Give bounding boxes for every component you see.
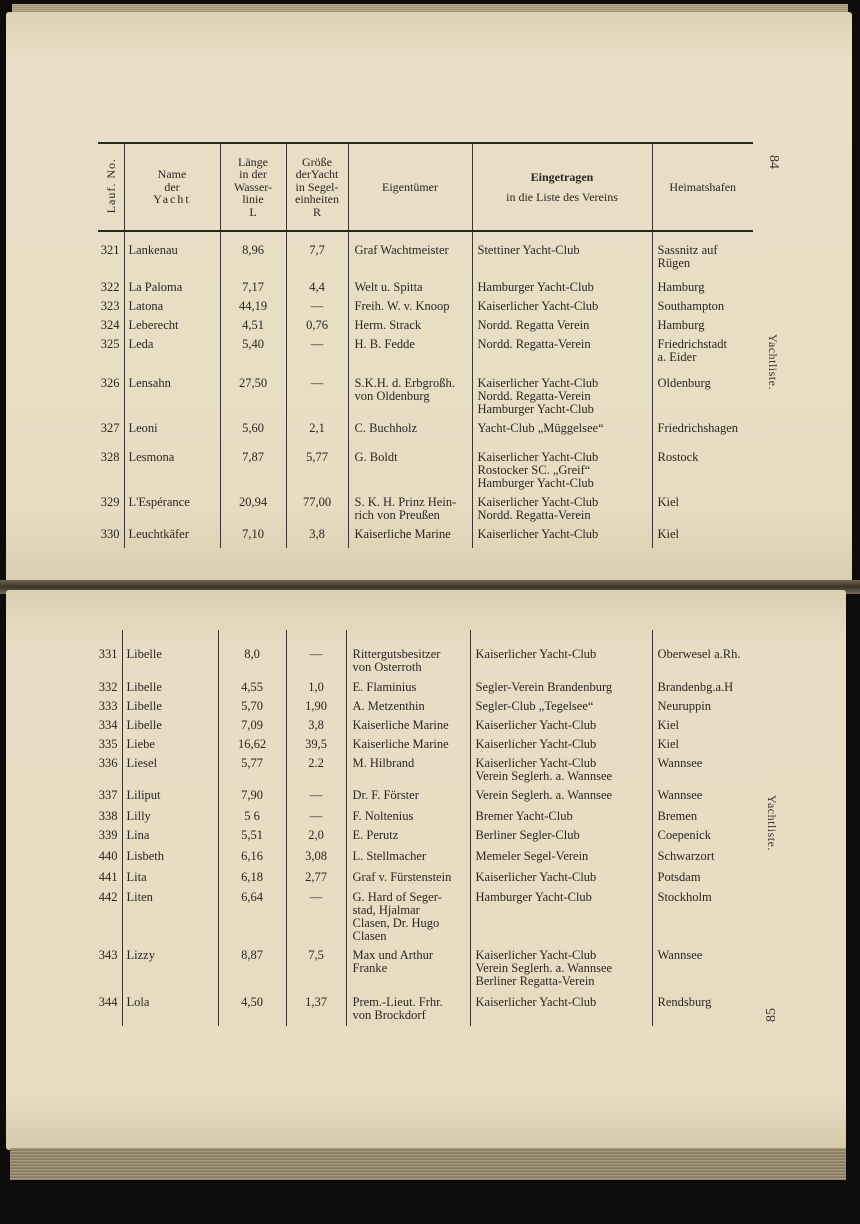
lauf-no: 324	[100, 318, 120, 332]
clubs-line: Berliner Regatta-Verein	[475, 974, 595, 988]
clubs-line: Kaiserlicher Yacht-Club	[475, 718, 597, 732]
yacht-table-top	[98, 142, 753, 548]
groesse-r: —	[286, 332, 348, 371]
owner-line: G. Hard of Seger-	[352, 890, 442, 904]
heimatshafen-cell	[652, 675, 754, 694]
table-row	[98, 275, 753, 294]
home-line: Neuruppin	[657, 699, 711, 713]
heimatshafen-cell	[652, 844, 754, 865]
eigentuemer-cell	[348, 522, 472, 548]
laenge-l: 5,60	[220, 416, 286, 445]
clubs-line: Nordd. Regatta Verein	[477, 318, 590, 332]
clubs-line: Verein Seglerh. a. Wannsee	[475, 788, 613, 802]
owner-line: Herm. Strack	[354, 318, 422, 332]
eigentuemer-cell	[346, 804, 470, 823]
laenge-l: 5,40	[220, 332, 286, 371]
lauf-no: 325	[100, 337, 120, 351]
laenge-l: 44,19	[220, 294, 286, 313]
table-row	[92, 885, 754, 943]
laenge-l: 7,90	[218, 783, 286, 804]
yacht-name: Liesel	[122, 751, 218, 783]
home-line: Oberwesel a.Rh.	[657, 647, 741, 661]
owner-line: Prem.-Lieut. Frhr.	[352, 995, 443, 1009]
owner-line: Kaiserliche Marine	[352, 737, 449, 751]
side-label: Yachtliste.	[765, 795, 779, 851]
side-label: Yachtliste.	[766, 334, 780, 390]
clubs-line: Kaiserlicher Yacht-Club	[475, 756, 597, 770]
clubs-line: Segler-Verein Brandenburg	[475, 680, 613, 694]
clubs-line: Berliner Segler-Club	[475, 828, 580, 842]
yacht-name: Liten	[122, 885, 218, 943]
laenge-l: 7,10	[220, 522, 286, 548]
verein-cell	[472, 490, 652, 522]
heimatshafen-cell	[652, 522, 753, 548]
clubs-line: Nordd. Regatta-Verein	[477, 389, 591, 403]
lauf-no: 339	[98, 828, 118, 842]
owner-line: F. Noltenius	[352, 809, 414, 823]
verein-cell	[470, 865, 652, 885]
clubs-line: Kaiserlicher Yacht-Club	[477, 376, 599, 390]
groesse-r: 4,4	[286, 275, 348, 294]
home-line: Wannsee	[657, 756, 703, 770]
yacht-name: Lisbeth	[122, 844, 218, 865]
table-row	[98, 522, 753, 548]
groesse-r: 2,77	[286, 865, 346, 885]
owner-line: rich von Preußen	[354, 508, 440, 522]
verein-cell	[470, 885, 652, 943]
table-row	[92, 844, 754, 865]
heimatshafen-cell	[652, 943, 754, 990]
clubs-line: Verein Seglerh. a. Wannsee	[475, 961, 613, 975]
clubs-line: Kaiserlicher Yacht-Club	[475, 870, 597, 884]
groesse-r: 7,5	[286, 943, 346, 990]
lauf-no: 337	[98, 788, 118, 802]
laenge-l: 8,96	[220, 231, 286, 275]
table-row	[92, 732, 754, 751]
clubs-line: Kaiserlicher Yacht-Club	[477, 450, 599, 464]
laenge-l: 6,16	[218, 844, 286, 865]
clubs-line: Kaiserlicher Yacht-Club	[475, 995, 597, 1009]
header-groesse: Größe derYacht in Segel- einheiten R	[286, 143, 348, 231]
eigentuemer-cell	[346, 783, 470, 804]
owner-line: M. Hilbrand	[352, 756, 415, 770]
clubs-line: Nordd. Regatta-Verein	[477, 337, 591, 351]
laenge-l: 16,62	[218, 732, 286, 751]
verein-cell	[472, 371, 652, 416]
yacht-name: Liliput	[122, 783, 218, 804]
lauf-no: 442	[98, 890, 118, 904]
laenge-l: 5,51	[218, 823, 286, 844]
table-row	[92, 943, 754, 990]
lauf-no: 440	[98, 849, 118, 863]
yacht-name: Latona	[124, 294, 220, 313]
clubs-line: Hamburger Yacht-Club	[477, 280, 594, 294]
heimatshafen-cell	[652, 732, 754, 751]
home-line: Bremen	[657, 809, 698, 823]
yacht-name: Libelle	[122, 713, 218, 732]
laenge-l: 27,50	[220, 371, 286, 416]
owner-line: C. Buchholz	[354, 421, 417, 435]
lauf-no: 330	[100, 527, 120, 541]
table-row	[92, 694, 754, 713]
lauf-no: 323	[100, 299, 120, 313]
clubs-line: Kaiserlicher Yacht-Club	[477, 495, 599, 509]
yacht-name: Leda	[124, 332, 220, 371]
lauf-no: 329	[100, 495, 120, 509]
verein-cell	[470, 694, 652, 713]
eigentuemer-cell	[346, 713, 470, 732]
laenge-l: 5,77	[218, 751, 286, 783]
home-line: Kiel	[657, 495, 680, 509]
table-row	[92, 675, 754, 694]
yacht-name: L'Espérance	[124, 490, 220, 522]
laenge-l: 7,17	[220, 275, 286, 294]
yacht-name: Lankenau	[124, 231, 220, 275]
yacht-name: Libelle	[122, 694, 218, 713]
lauf-no: 336	[98, 756, 118, 770]
eigentuemer-cell	[346, 990, 470, 1026]
owner-line: Kaiserliche Marine	[354, 527, 451, 541]
table-row	[98, 231, 753, 275]
groesse-r: 77,00	[286, 490, 348, 522]
home-line: Wannsee	[657, 788, 703, 802]
verein-cell	[472, 332, 652, 371]
clubs-line: Kaiserlicher Yacht-Club	[475, 737, 597, 751]
eigentuemer-cell	[348, 275, 472, 294]
yacht-name: Libelle	[122, 630, 218, 675]
owner-line: Max und Arthur	[352, 948, 434, 962]
yacht-name: Liebe	[122, 732, 218, 751]
groesse-r: —	[286, 783, 346, 804]
home-line: Coepenick	[657, 828, 711, 842]
groesse-r: —	[286, 885, 346, 943]
heimatshafen-cell	[652, 630, 754, 675]
groesse-r: 1,90	[286, 694, 346, 713]
clubs-line: Hamburger Yacht-Club	[475, 890, 592, 904]
yacht-name: Lensahn	[124, 371, 220, 416]
clubs-line: Kaiserlicher Yacht-Club	[477, 527, 599, 541]
groesse-r: —	[286, 630, 346, 675]
eigentuemer-cell	[348, 231, 472, 275]
table-row	[92, 751, 754, 783]
home-line: Sassnitz auf	[657, 243, 718, 257]
yacht-name: Lilly	[122, 804, 218, 823]
yacht-name: La Paloma	[124, 275, 220, 294]
heimatshafen-cell	[652, 885, 754, 943]
lauf-no: 334	[98, 718, 118, 732]
owner-line: Graf v. Fürstenstein	[352, 870, 452, 884]
table-row	[92, 865, 754, 885]
eigentuemer-cell	[346, 885, 470, 943]
eigentuemer-cell	[348, 332, 472, 371]
owner-line: Freih. W. v. Knoop	[354, 299, 450, 313]
verein-cell	[472, 313, 652, 332]
lauf-no: 338	[98, 809, 118, 823]
verein-cell	[470, 732, 652, 751]
laenge-l: 7,09	[218, 713, 286, 732]
heimatshafen-cell	[652, 371, 753, 416]
clubs-line: Bremer Yacht-Club	[475, 809, 573, 823]
home-line: Brandenbg.a.H	[657, 680, 734, 694]
groesse-r: 1,37	[286, 990, 346, 1026]
home-line: Kiel	[657, 737, 680, 751]
home-line: Hamburg	[657, 280, 705, 294]
clubs-line: Hamburger Yacht-Club	[477, 402, 594, 416]
verein-cell	[470, 943, 652, 990]
owner-line: E. Perutz	[352, 828, 399, 842]
verein-cell	[472, 445, 652, 490]
verein-cell	[472, 416, 652, 445]
table-row	[98, 416, 753, 445]
yacht-name: Lina	[122, 823, 218, 844]
home-line: a. Eider	[657, 350, 697, 364]
home-line: Potsdam	[657, 870, 701, 884]
yacht-name: Leoni	[124, 416, 220, 445]
groesse-r: 1,0	[286, 675, 346, 694]
owner-line: Clasen	[352, 929, 387, 943]
home-line: Wannsee	[657, 948, 703, 962]
laenge-l: 20,94	[220, 490, 286, 522]
table-row	[98, 294, 753, 313]
header-name: Name der Yacht	[124, 143, 220, 231]
home-line: Kiel	[657, 718, 680, 732]
laenge-l: 6,18	[218, 865, 286, 885]
heimatshafen-cell	[652, 990, 754, 1026]
owner-line: L. Stellmacher	[352, 849, 427, 863]
heimatshafen-cell	[652, 416, 753, 445]
clubs-line: Kaiserlicher Yacht-Club	[477, 299, 599, 313]
home-line: Oldenburg	[657, 376, 711, 390]
heimatshafen-cell	[652, 694, 754, 713]
eigentuemer-cell	[346, 751, 470, 783]
clubs-line: Rostocker SC. „Greif“	[477, 463, 591, 477]
groesse-r: 2,0	[286, 823, 346, 844]
yacht-name: Libelle	[122, 675, 218, 694]
verein-cell	[472, 231, 652, 275]
eigentuemer-cell	[346, 630, 470, 675]
clubs-line: Yacht-Club „Müggelsee“	[477, 421, 604, 435]
lauf-no: 335	[98, 737, 118, 751]
table-row	[92, 783, 754, 804]
heimatshafen-cell	[652, 313, 753, 332]
table-row	[98, 313, 753, 332]
heimatshafen-cell	[652, 713, 754, 732]
table-row	[92, 713, 754, 732]
lauf-no: 332	[98, 680, 118, 694]
clubs-line: Nordd. Regatta-Verein	[477, 508, 591, 522]
yacht-name: Lita	[122, 865, 218, 885]
owner-line: von Oldenburg	[354, 389, 430, 403]
laenge-l: 4,51	[220, 313, 286, 332]
eigentuemer-cell	[348, 416, 472, 445]
lauf-no: 326	[100, 376, 120, 390]
owner-line: Franke	[352, 961, 388, 975]
heimatshafen-cell	[652, 490, 753, 522]
heimatshafen-cell	[652, 865, 754, 885]
lauf-no: 343	[98, 948, 118, 962]
groesse-r: 39,5	[286, 732, 346, 751]
yacht-name: Leberecht	[124, 313, 220, 332]
lauf-no: 344	[98, 995, 118, 1009]
clubs-line: Kaiserlicher Yacht-Club	[475, 948, 597, 962]
laenge-l: 4,50	[218, 990, 286, 1026]
groesse-r: —	[286, 804, 346, 823]
clubs-line: Stettiner Yacht-Club	[477, 243, 580, 257]
heimatshafen-cell	[652, 804, 754, 823]
clubs-line: Hamburger Yacht-Club	[477, 476, 594, 490]
heimatshafen-cell	[652, 275, 753, 294]
eigentuemer-cell	[346, 865, 470, 885]
clubs-line: Memeler Segel-Verein	[475, 849, 589, 863]
header-eingetragen: Eingetragen in die Liste des Vereins	[472, 143, 652, 231]
table-header	[98, 143, 753, 231]
owner-line: A. Metzenthin	[352, 699, 425, 713]
groesse-r: —	[286, 371, 348, 416]
eigentuemer-cell	[348, 371, 472, 416]
groesse-r: 3,08	[286, 844, 346, 865]
page-number: 84	[766, 155, 781, 169]
header-laenge: Länge in der Wasser- linie L	[220, 143, 286, 231]
home-line: Kiel	[657, 527, 680, 541]
owner-line: H. B. Fedde	[354, 337, 415, 351]
header-lauf-no: Lauf. No.	[98, 143, 124, 231]
table-row	[98, 445, 753, 490]
header-eigentuemer: Eigentümer	[348, 143, 472, 231]
heimatshafen-cell	[652, 294, 753, 313]
verein-cell	[470, 675, 652, 694]
verein-cell	[470, 713, 652, 732]
groesse-r: 7,7	[286, 231, 348, 275]
heimatshafen-cell	[652, 823, 754, 844]
verein-cell	[470, 823, 652, 844]
owner-line: Clasen, Dr. Hugo	[352, 916, 440, 930]
groesse-r: 2.2	[286, 751, 346, 783]
table-row	[92, 804, 754, 823]
verein-cell	[472, 522, 652, 548]
lauf-no: 321	[100, 243, 120, 257]
groesse-r: 2,1	[286, 416, 348, 445]
clubs-line: Kaiserlicher Yacht-Club	[475, 647, 597, 661]
groesse-r: —	[286, 294, 348, 313]
table-row	[92, 630, 754, 675]
table-row	[92, 990, 754, 1026]
home-line: Friedrichstadt	[657, 337, 727, 351]
table-row	[98, 371, 753, 416]
eigentuemer-cell	[348, 313, 472, 332]
eigentuemer-cell	[346, 823, 470, 844]
home-line: Hamburg	[657, 318, 705, 332]
owner-line: Kaiserliche Marine	[352, 718, 449, 732]
groesse-r: 5,77	[286, 445, 348, 490]
yacht-name: Leuchtkäfer	[124, 522, 220, 548]
owner-line: stad, Hjalmar	[352, 903, 420, 917]
eigentuemer-cell	[346, 694, 470, 713]
eigentuemer-cell	[346, 943, 470, 990]
clubs-line: Verein Seglerh. a. Wannsee	[475, 769, 613, 783]
lauf-no: 327	[100, 421, 120, 435]
yacht-name: Lola	[122, 990, 218, 1026]
lauf-no: 441	[98, 870, 118, 884]
lauf-no: 322	[100, 280, 120, 294]
laenge-l: 8,0	[218, 630, 286, 675]
eigentuemer-cell	[348, 445, 472, 490]
home-line: Rügen	[657, 256, 691, 270]
verein-cell	[472, 294, 652, 313]
yacht-name: Lizzy	[122, 943, 218, 990]
verein-cell	[470, 783, 652, 804]
owner-line: Rittergutsbesitzer	[352, 647, 441, 661]
eigentuemer-cell	[348, 294, 472, 313]
owner-line: Dr. F. Förster	[352, 788, 419, 802]
laenge-l: 7,87	[220, 445, 286, 490]
lauf-no: 328	[100, 450, 120, 464]
clubs-line: Segler-Club „Tegelsee“	[475, 699, 594, 713]
groesse-r: 0,76	[286, 313, 348, 332]
owner-line: G. Boldt	[354, 450, 398, 464]
laenge-l: 8,87	[218, 943, 286, 990]
home-line: Friedrichshagen	[657, 421, 739, 435]
book-page-edges	[10, 1148, 846, 1180]
home-line: Schwarzort	[657, 849, 715, 863]
heimatshafen-cell	[652, 751, 754, 783]
verein-cell	[470, 844, 652, 865]
owner-line: S. K. H. Prinz Hein-	[354, 495, 457, 509]
table-row	[98, 490, 753, 522]
heimatshafen-cell	[652, 783, 754, 804]
laenge-l: 5 6	[218, 804, 286, 823]
yacht-name: Lesmona	[124, 445, 220, 490]
owner-line: von Brockdorf	[352, 1008, 426, 1022]
verein-cell	[470, 751, 652, 783]
page-number: 85	[764, 1008, 779, 1022]
table-row	[92, 823, 754, 844]
eigentuemer-cell	[348, 490, 472, 522]
home-line: Rostock	[657, 450, 699, 464]
owner-line: von Osterroth	[352, 660, 422, 674]
heimatshafen-cell	[652, 231, 753, 275]
eigentuemer-cell	[346, 844, 470, 865]
heimatshafen-cell	[652, 445, 753, 490]
laenge-l: 6,64	[218, 885, 286, 943]
lauf-no: 331	[98, 647, 118, 661]
verein-cell	[470, 804, 652, 823]
owner-line: Graf Wachtmeister	[354, 243, 449, 257]
yacht-table-bottom	[92, 630, 754, 1026]
groesse-r: 3,8	[286, 713, 346, 732]
verein-cell	[470, 990, 652, 1026]
laenge-l: 4,55	[218, 675, 286, 694]
verein-cell	[470, 630, 652, 675]
verein-cell	[472, 275, 652, 294]
eigentuemer-cell	[346, 732, 470, 751]
home-line: Rendsburg	[657, 995, 712, 1009]
heimatshafen-cell	[652, 332, 753, 371]
header-heimatshafen: Heimatshafen	[652, 143, 753, 231]
home-line: Southampton	[657, 299, 725, 313]
owner-line: Welt u. Spitta	[354, 280, 423, 294]
table-row	[98, 332, 753, 371]
lauf-no: 333	[98, 699, 118, 713]
eigentuemer-cell	[346, 675, 470, 694]
laenge-l: 5,70	[218, 694, 286, 713]
owner-line: E. Flaminius	[352, 680, 417, 694]
home-line: Stockholm	[657, 890, 712, 904]
owner-line: S.K.H. d. Erbgroßh.	[354, 376, 455, 390]
groesse-r: 3,8	[286, 522, 348, 548]
